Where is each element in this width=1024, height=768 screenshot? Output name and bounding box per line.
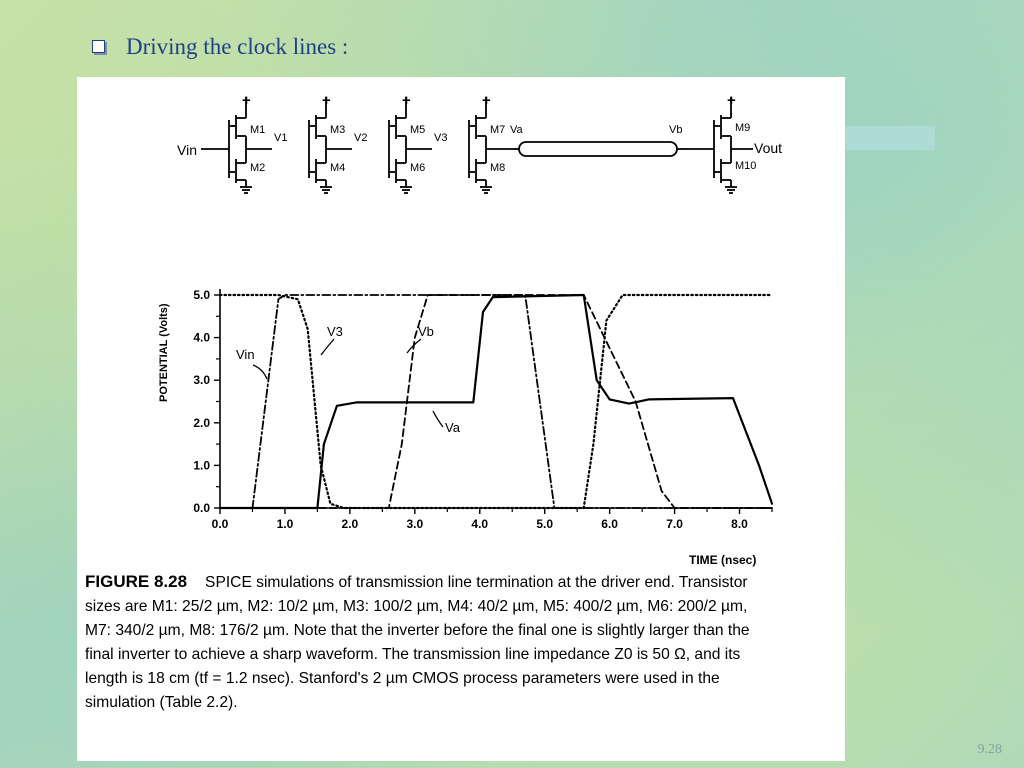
x-axis-label: TIME (nsec) bbox=[689, 553, 757, 567]
transistor-label-m8: M8 bbox=[490, 162, 506, 174]
transistor-label-m9: M9 bbox=[735, 122, 751, 134]
y-tick-label: 2.0 bbox=[193, 415, 210, 430]
transistor-label-m3: M3 bbox=[330, 124, 346, 136]
plot-area bbox=[158, 288, 772, 567]
circuit-schematic bbox=[177, 97, 753, 193]
y-tick-label: 3.0 bbox=[193, 373, 210, 388]
transistor-label-m5: M5 bbox=[410, 124, 426, 136]
series-line-v3 bbox=[220, 295, 772, 508]
y-tick-label: 4.0 bbox=[193, 330, 210, 345]
annotation-arrows bbox=[253, 339, 443, 427]
y-tick-label: 5.0 bbox=[193, 288, 210, 302]
arrow-vin-icon bbox=[253, 365, 267, 379]
inverter-2 bbox=[309, 97, 352, 193]
node-label-v3: V3 bbox=[434, 132, 448, 144]
plot-annotations bbox=[236, 324, 461, 435]
supply-label-2: + bbox=[322, 92, 331, 109]
inverter-1 bbox=[229, 97, 272, 193]
arrow-v3-icon bbox=[321, 339, 334, 355]
series-line-vin bbox=[220, 295, 772, 508]
x-tick-label: 1.0 bbox=[276, 517, 294, 531]
inverter-3 bbox=[389, 97, 432, 193]
node-label-va: Va bbox=[510, 124, 523, 136]
y-tick-label: 1.0 bbox=[193, 458, 210, 473]
x-tick-label: 8.0 bbox=[731, 517, 748, 531]
caption-text: SPICE simulations of transmission line termination at the driver end. Transistor sizes are M1: 25/2 µm, M2: 10/2 µm, M3: 100/2 µm, M4: 40/2 µm, M5: 400/2 µm, M6: 200/2 µm, M7: 340/2 µm, M8: 176/2 µm. Note that the inverter before the final one is slightly larger than the final inverter to achieve a sharp waveform. The transmission line impedance Z0 is 50 Ω, and its length is 18 cm (tf = 1.2 nsec). Stanford's 2 µm CMOS process parameters were used in the simulation (Table 2.2). bbox=[85, 574, 750, 711]
circuit-labels bbox=[242, 92, 782, 174]
node-label-vb: Vb bbox=[669, 124, 683, 136]
y-tick-label: 0.0 bbox=[193, 501, 210, 515]
series-line-vb bbox=[220, 295, 772, 508]
transistor-label-m2: M2 bbox=[250, 162, 266, 174]
arrow-va-icon bbox=[433, 411, 443, 427]
inverter-5 bbox=[687, 97, 753, 193]
x-tick-label: 4.0 bbox=[471, 517, 489, 531]
x-tick-label: 2.0 bbox=[341, 517, 359, 531]
x-tick-label: 7.0 bbox=[666, 517, 683, 531]
circuit-input-label: Vin bbox=[177, 142, 197, 158]
transistor-label-m4: M4 bbox=[330, 162, 346, 174]
figure-caption bbox=[85, 570, 775, 715]
transmission-line bbox=[512, 142, 687, 156]
x-tick-label: 5.0 bbox=[536, 517, 554, 531]
annotation-vin: Vin bbox=[236, 347, 255, 362]
plot-series bbox=[220, 295, 772, 508]
supply-label-4: + bbox=[482, 92, 491, 109]
annotation-v3: V3 bbox=[327, 324, 343, 339]
node-label-v2: V2 bbox=[354, 132, 368, 144]
transistor-label-m7: M7 bbox=[490, 124, 506, 136]
y-axis-label: POTENTIAL (Volts) bbox=[158, 303, 170, 402]
figure-label: FIGURE 8.28 bbox=[85, 572, 188, 591]
decorative-band bbox=[845, 126, 935, 150]
annotation-va: Va bbox=[445, 420, 460, 435]
figure-panel bbox=[77, 77, 845, 761]
annotation-vb: Vb bbox=[418, 324, 434, 339]
node-label-v1: V1 bbox=[274, 132, 288, 144]
bullet-checkbox-icon bbox=[92, 40, 105, 53]
page-number: 9.28 bbox=[977, 742, 1002, 757]
transistor-label-m10: M10 bbox=[735, 160, 757, 172]
transistor-label-m1: M1 bbox=[250, 124, 266, 136]
supply-label-5: + bbox=[727, 92, 736, 109]
inverter-4 bbox=[469, 97, 512, 193]
series-line-va bbox=[220, 295, 772, 508]
x-tick-label: 6.0 bbox=[601, 517, 618, 531]
supply-label-3: + bbox=[402, 92, 411, 109]
slide-title: Driving the clock lines : bbox=[126, 34, 349, 59]
circuit-output-label: Vout bbox=[754, 140, 783, 156]
supply-label-1: + bbox=[242, 92, 251, 109]
x-tick-label: 0.0 bbox=[211, 517, 229, 531]
transistor-label-m6: M6 bbox=[410, 162, 426, 174]
x-tick-label: 3.0 bbox=[406, 517, 424, 531]
